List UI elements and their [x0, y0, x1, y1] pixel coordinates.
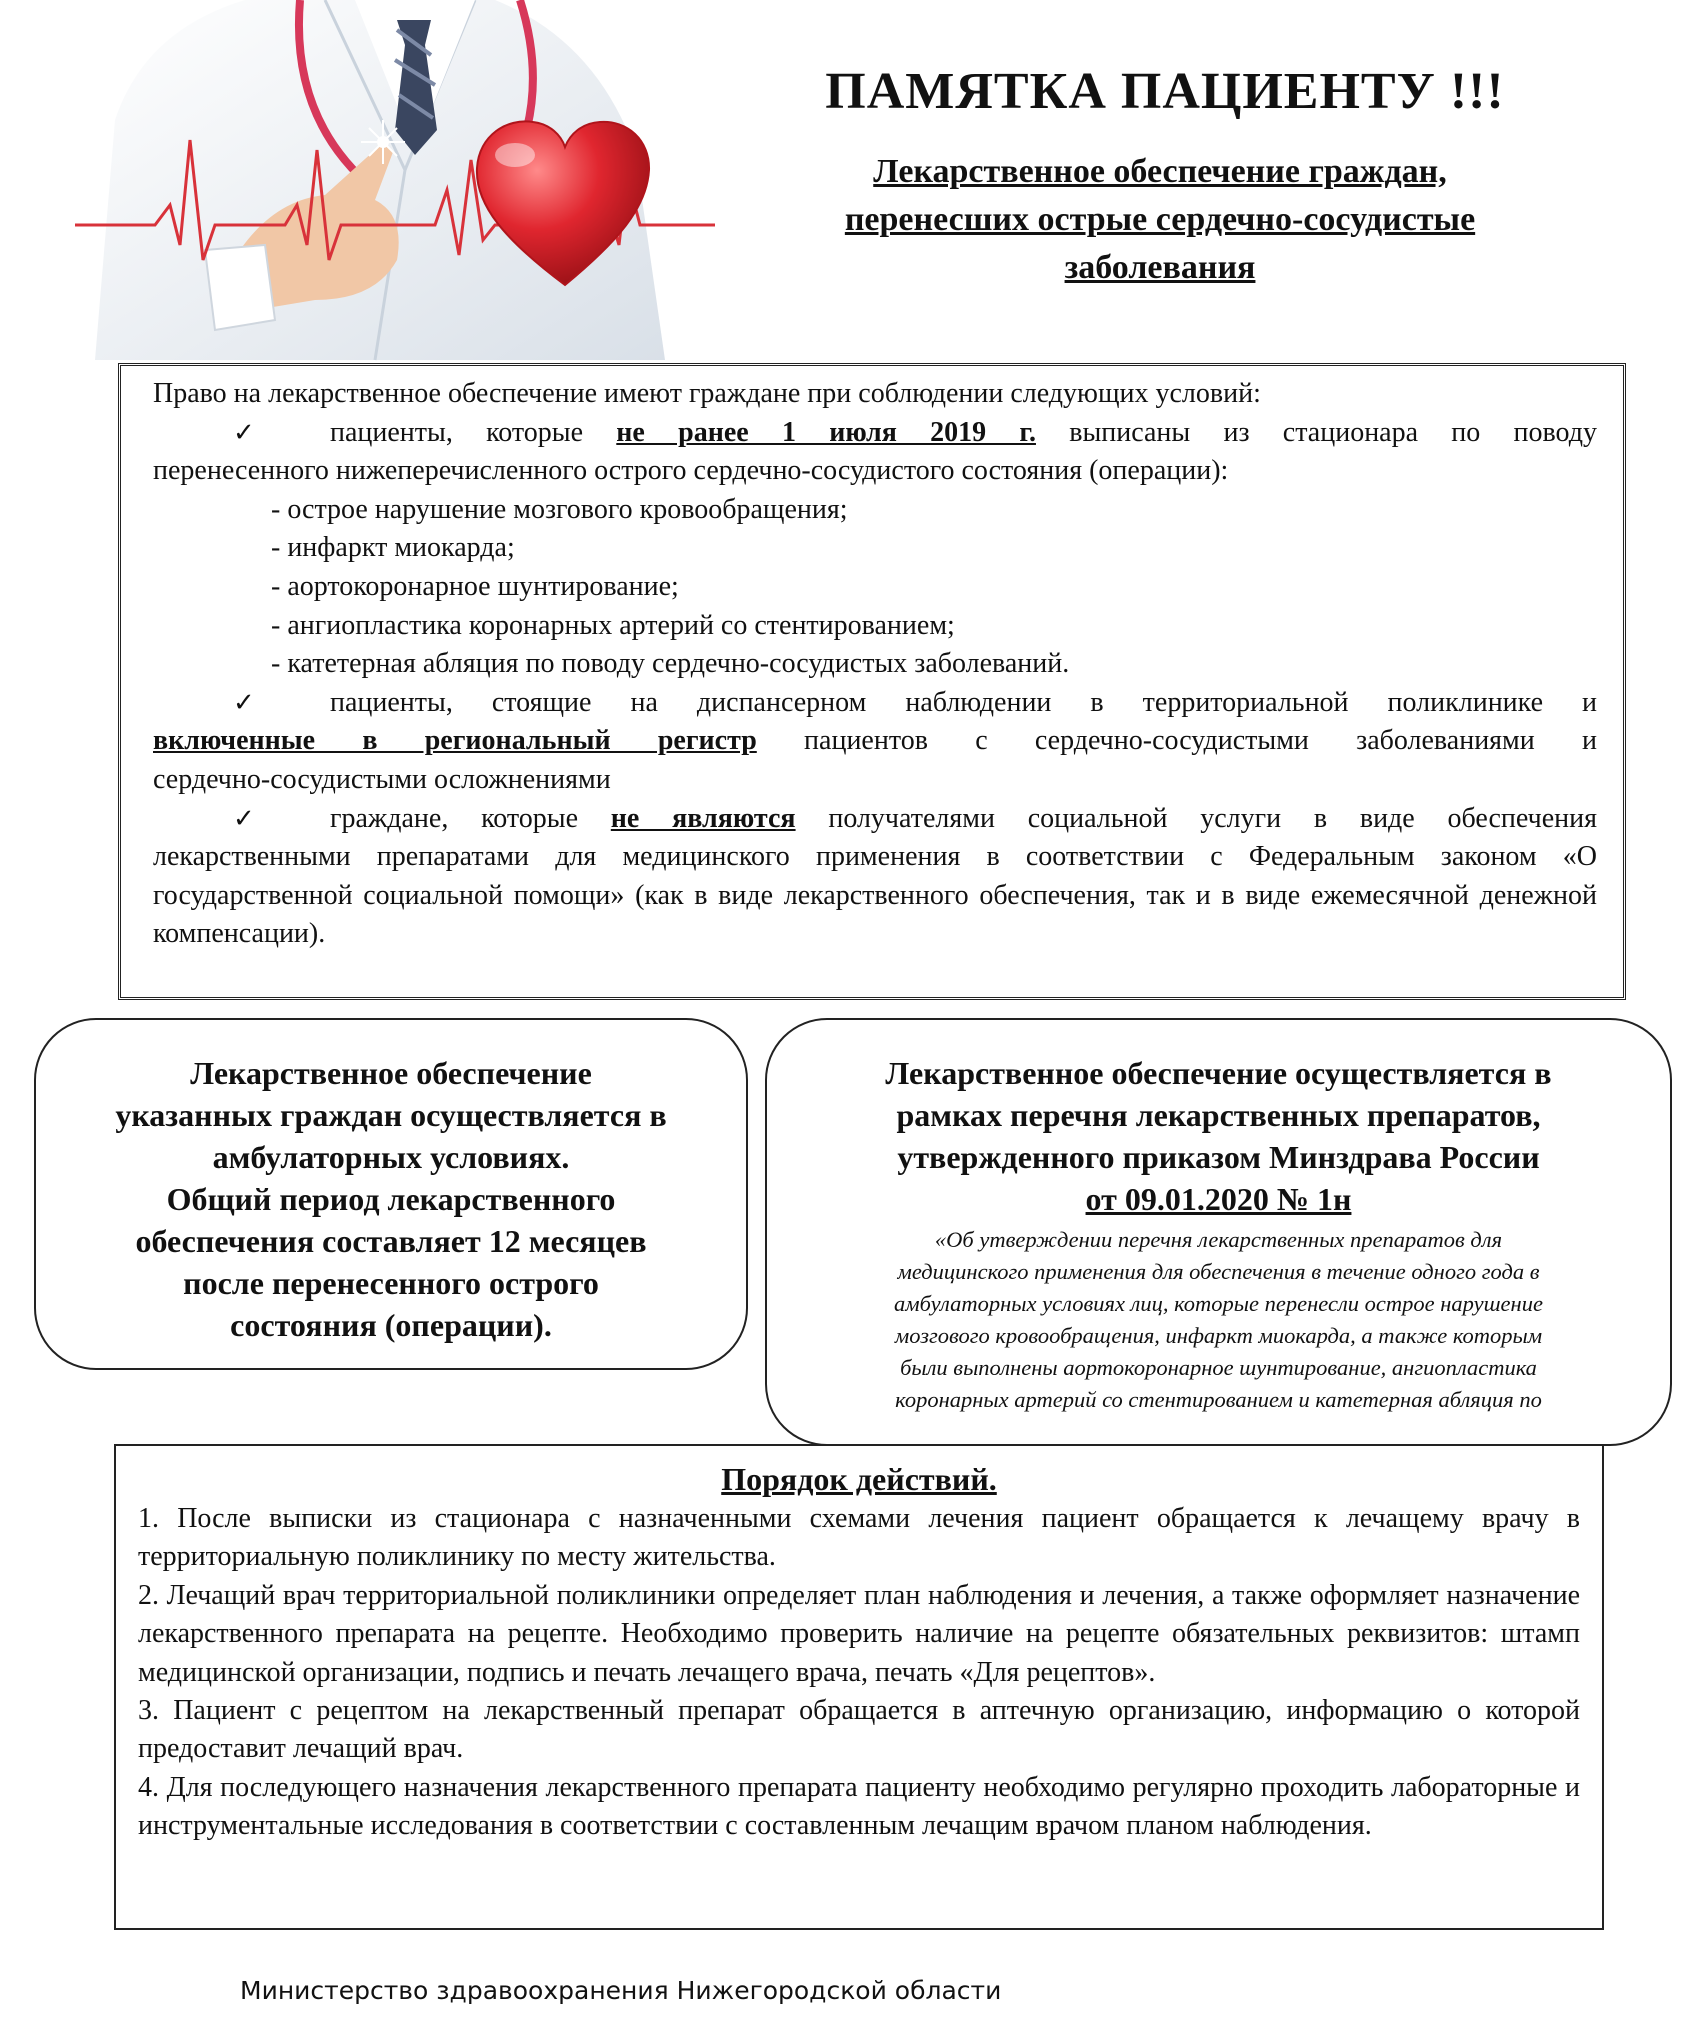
check-mark-icon: ✓	[233, 687, 255, 718]
subtitle-line: перенесших острые сердечно-сосудистые	[844, 201, 1476, 238]
box-left-line: Общий период лекарственного	[166, 1181, 616, 1217]
box-left-line: состояния (операции).	[230, 1307, 552, 1343]
procedure-step: 3. Пациент с рецептом на лекарственный препарат обращается в аптечную организацию, информацию о которой предоставит лечащий врач.	[138, 1695, 1580, 1765]
not-recipient-highlight: не являются	[610, 802, 796, 834]
condition-item: - ангиопластика коронарных артерий со стентированием;	[271, 609, 955, 641]
doctor-heart-ecg-illustration	[75, 0, 715, 365]
registry-highlight: включенные в региональный регистр	[153, 725, 757, 757]
box-left-line: обеспечения составляет 12 месяцев	[135, 1223, 647, 1259]
quote-line: были выполнены аортокоронарное шунтирование, ангиопластика	[900, 1355, 1537, 1380]
box-left-line: Лекарственное обеспечение	[190, 1055, 592, 1091]
box-left-line: амбулаторных условиях.	[212, 1139, 570, 1175]
procedure-heading: Порядок действий.	[721, 1461, 997, 1497]
eligibility-item-2-line1: ✓ пациенты, стоящие на диспансерном наблюдении в территориальной поликлинике и	[153, 684, 1597, 723]
condition-item: - катетерная абляция по поводу сердечно-сосудистых заболеваний.	[271, 648, 1070, 680]
procedure-step: 4. Для последующего назначения лекарственного препарата пациенту необходимо регулярно проходить лабораторные и инструментальные исследования в соответствии с составленным лечащим врачом планом наблюдения.	[138, 1771, 1580, 1842]
condition-item: - инфаркт миокарда;	[271, 532, 515, 564]
quote-line: «Об утверждении перечня лекарственных препаратов для	[934, 1227, 1503, 1252]
check-mark-icon: ✓	[233, 803, 255, 834]
outpatient-period-box	[34, 1018, 748, 1370]
subtitle-line: Лекарственное обеспечение граждан,	[873, 153, 1447, 190]
date-highlight: не ранее 1 июля 2019 г.	[616, 416, 1036, 448]
eligibility-item-3-rest: лекарственными препаратами для медицинского применения в соответствии с Федеральным законом «О государственной социальной помощи» (как в виде лекарственного обеспечения, так и в виде ежемесячной денежной компенсации).	[153, 841, 1597, 950]
condition-item: - острое нарушение мозгового кровообращения;	[271, 493, 848, 525]
procedure-step: 1. После выписки из стационара с назначенными схемами лечения пациент обращается к лечащему врачу в территориальную поликлинику по месту жительства.	[138, 1503, 1580, 1573]
box-left-line: после перенесенного острого	[183, 1265, 599, 1301]
quote-line: амбулаторных условиях лиц, которые перенесли острое нарушение	[894, 1291, 1543, 1316]
eligibility-item-1-line1: ✓ пациенты, которые не ранее 1 июля 2019 г. выписаны из стационара по поводу	[153, 414, 1597, 453]
condition-item: - аортокоронарное шунтирование;	[271, 570, 679, 602]
order-title-quote	[767, 1224, 1670, 1416]
page-title: ПАМЯТКА ПАЦИЕНТУ !!!	[825, 63, 1505, 120]
box-right-line: утвержденного приказом Минздрава России	[897, 1139, 1540, 1175]
quote-line: коронарных артерий со стентированием и катетерная абляция по	[895, 1387, 1542, 1412]
eligibility-intro: Право на лекарственное обеспечение имеют граждане при соблюдении следующих условий:	[153, 378, 1261, 409]
page-subtitle	[740, 148, 1580, 292]
box-left-line: указанных граждан осуществляется в	[115, 1097, 667, 1133]
procedure-step: 2. Лечащий врач территориальной поликлиники определяет план наблюдения и лечения, а также оформляет назначение лекарственного препарата на рецепте. Необходимо проверить наличие на рецепте обязательных реквизитов: штамп медицинской организации, подпись и печать лечащего врача, печать «Для рецептов».	[138, 1579, 1580, 1688]
box-right-line: рамках перечня лекарственных препаратов,	[896, 1097, 1541, 1133]
check-mark-icon: ✓	[233, 417, 255, 448]
order-reference: от 09.01.2020 № 1н	[1085, 1181, 1352, 1217]
eligibility-item-2-line3: сердечно-сосудистыми осложнениями	[153, 763, 611, 795]
procedure-box	[114, 1444, 1604, 1930]
footer-ministry: Министерство здравоохранения Нижегородской области	[240, 1976, 1002, 2005]
eligibility-item-1-line2: перенесенного нижеперечисленного острого сердечно-сосудистого состояния (операции):	[153, 455, 1229, 487]
quote-line: мозгового кровообращения, инфаркт миокарда, а также которым	[894, 1323, 1543, 1348]
box-right-line: Лекарственное обеспечение осуществляется в	[885, 1055, 1552, 1091]
drug-list-order-box	[765, 1018, 1672, 1446]
eligibility-conditions-box	[118, 363, 1626, 1000]
quote-line: медицинского применения для обеспечения в течение одного года в	[897, 1259, 1540, 1284]
subtitle-line: заболевания	[1064, 249, 1256, 286]
eligibility-item-3-line1: ✓ граждане, которые не являются получателями социальной услуги в виде обеспечения	[153, 800, 1597, 839]
eligibility-item-2-line2: включенные в региональный регистр пациентов с сердечно-сосудистыми заболеваниями и	[153, 725, 1597, 757]
